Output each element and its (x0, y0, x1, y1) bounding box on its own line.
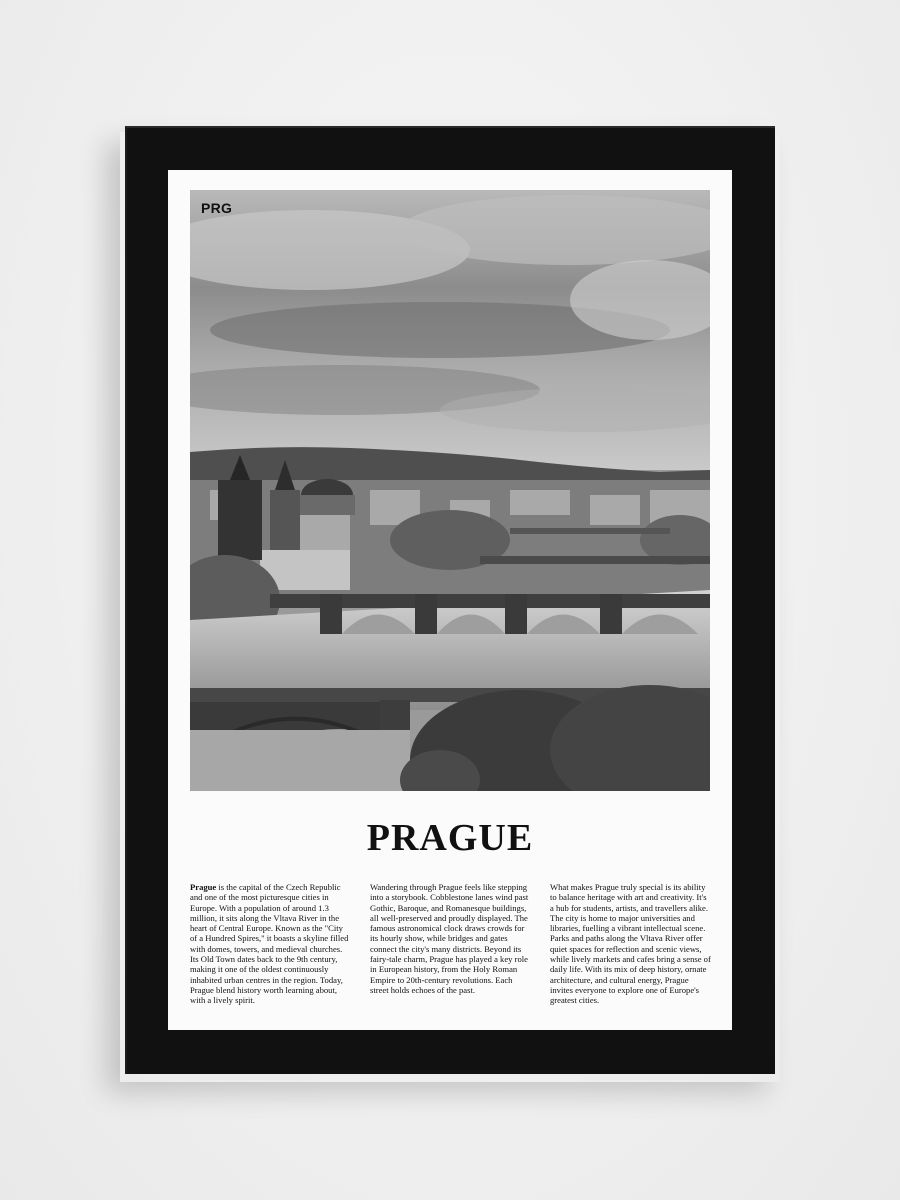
column-lead: Prague (190, 882, 217, 892)
column-text: is the capital of the Czech Republic and one of the most picturesque cities in Europe. With a population of around 1.3 million, it sits along the Vltava River in the heart of Central Europe. Known as the "City of a Hundred Spires," it boasts a skyline filled with domes, towers, and medieval churches. Its Old Town dates back to the 9th century, making it one of the oldest continuously inhabited urban centres in the region. Today, Prague blend history worth learning about, with a lively spirit. (190, 882, 349, 1006)
text-column-3 (550, 882, 712, 1006)
column-text: What makes Prague truly special is its ability to balance heritage with art and creativity. It's a hub for students, artists, and travellers alike. The city is home to major universities and libraries, fuelling a vibrant intellectual scene. Parks and paths along the Vltava River offer quiet spaces for reflection and scenic views, while lively markets and cafes bring a sense of daily life. With its mix of deep history, ornate architecture, and cultural energy, Prague invites everyone to explore one of Europe's greatest cities. (550, 882, 711, 1006)
column-text: Wandering through Prague feels like stepping into a storybook. Cobblestone lanes wind past Gothic, Baroque, and Romanesque buildings, all well-preserved and proudly displayed. The famous astronomical clock draws crowds for its hourly show, while bridges and gates connect the city's many districts. Beyond its fairy-tale charm, Prague has played a key role in European history, from the Holy Roman Empire to 20th-century revolutions. Each street holds echoes of the past. (370, 882, 529, 995)
text-column-2 (370, 882, 532, 995)
text-column-1 (190, 882, 352, 1006)
poster-paper (168, 170, 732, 1030)
city-code: PRG (201, 200, 233, 216)
poster-title: PRAGUE (366, 817, 534, 859)
prague-photo (190, 190, 710, 791)
